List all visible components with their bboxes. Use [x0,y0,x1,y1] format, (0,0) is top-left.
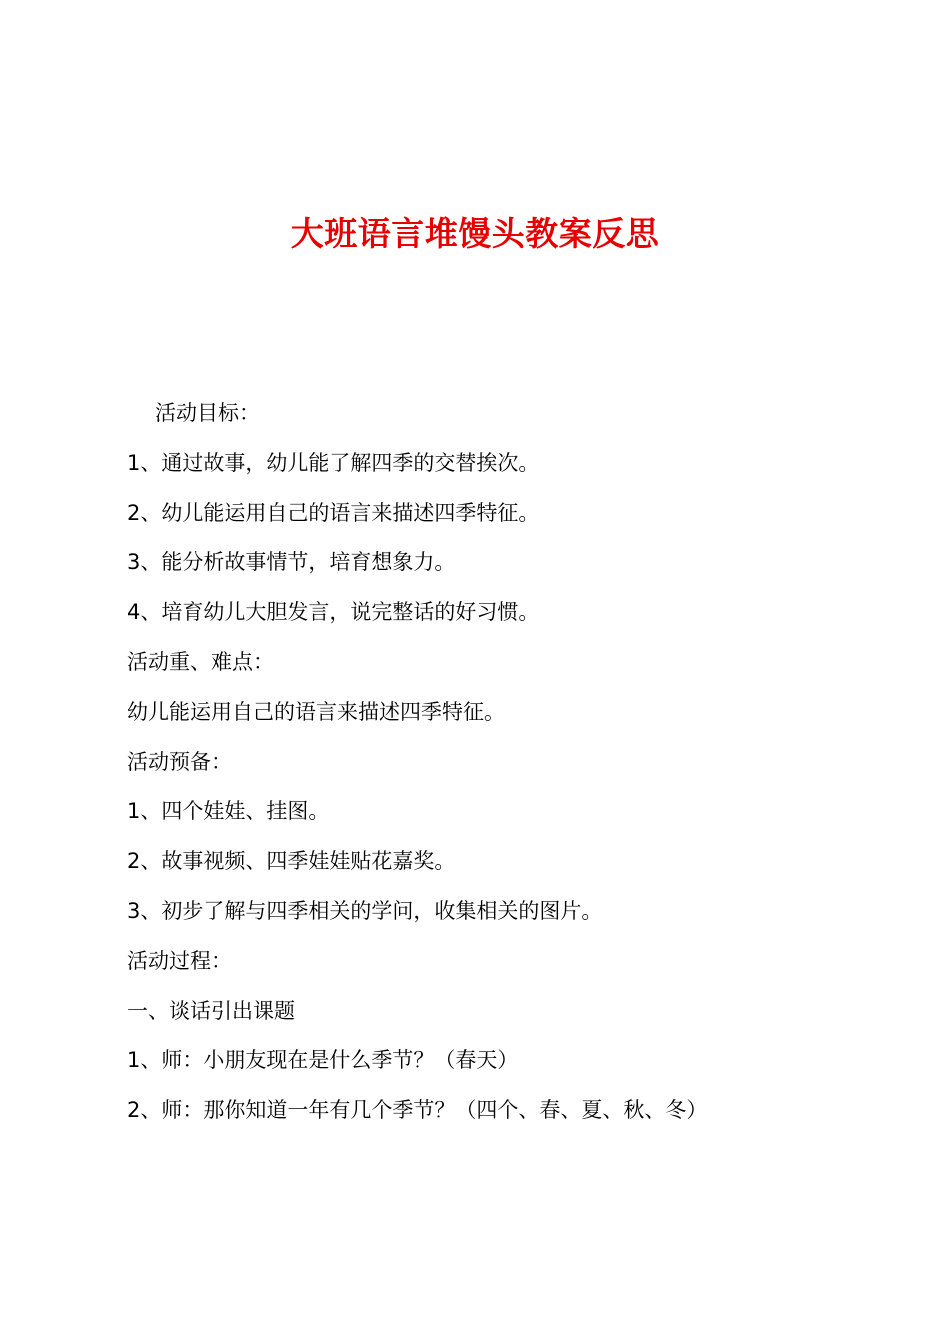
key-point-text: 幼儿能运用自己的语言来描述四季特征。 [127,699,505,724]
goal-item-2: 2、幼儿能运用自己的语言来描述四季特征。 [127,500,540,525]
document-title: 大班语言堆馒头教案反思 [290,214,660,253]
preparation-item-1: 1、四个娃娃、挂图。 [127,799,330,824]
goal-item-3: 3、能分析故事情节，培育想象力。 [127,550,456,575]
process-step-heading: 一、谈话引出课题 [127,998,295,1023]
goal-item-1: 1、通过故事，幼儿能了解四季的交替挨次。 [127,450,540,475]
section-heading-process: 活动过程： [127,948,232,973]
preparation-item-3: 3、初步了解与四季相关的学问，收集相关的图片。 [127,898,603,923]
process-item-1: 1、师：小朋友现在是什么季节？（春天） [127,1048,519,1073]
section-heading-preparation: 活动预备： [127,749,232,774]
process-item-2: 2、师：那你知道一年有几个季节？（四个、春、夏、秋、冬） [127,1098,708,1123]
document-body [127,389,907,1136]
section-heading-key-points: 活动重、难点： [127,649,274,674]
preparation-item-2: 2、故事视频、四季娃娃贴花嘉奖。 [127,849,456,874]
section-heading-goals: 活动目标： [155,401,260,425]
goal-item-4: 4、培育幼儿大胆发言，说完整话的好习惯。 [127,600,540,625]
